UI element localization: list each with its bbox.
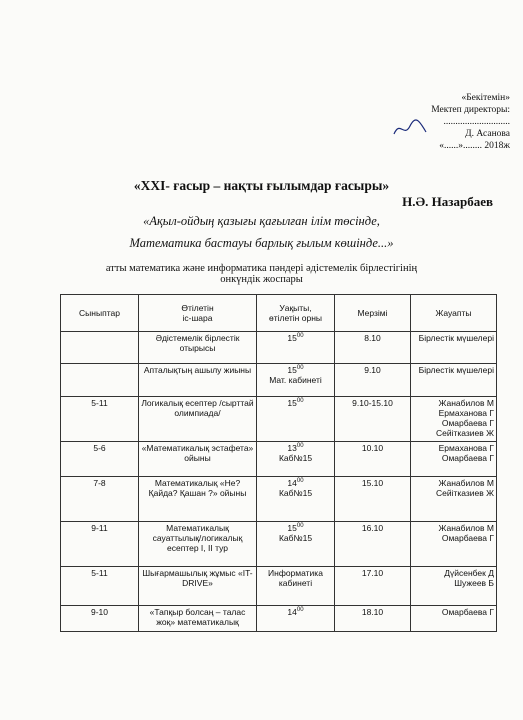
cell-time-hour: 14 <box>287 478 297 488</box>
cell-responsible <box>411 332 497 364</box>
cell-time-hour: 15 <box>287 398 297 408</box>
cell-place: Каб№15 <box>278 533 313 543</box>
cell-class: 5-6 <box>61 442 139 477</box>
cell-class <box>61 332 139 364</box>
cell-time-place <box>257 477 335 522</box>
cell-time <box>259 398 332 408</box>
cell-time <box>259 365 332 375</box>
cell-event: Шығармашылық жұмыс «IT- DRIVE» <box>139 567 257 606</box>
responsible-person: Ермаханова Г <box>438 443 494 453</box>
cell-time-place <box>257 442 335 477</box>
cell-responsible <box>411 522 497 567</box>
cell-time-place <box>257 397 335 442</box>
cell-date: 15.10 <box>335 477 411 522</box>
cell-time-minutes: 00 <box>296 365 304 372</box>
table-row <box>61 567 497 606</box>
cell-event: Математикалық «Не? Қайда? Қашан ?» ойыны <box>139 477 257 522</box>
table-header-row <box>61 295 497 332</box>
responsible-person: Жанабилов М <box>438 398 494 408</box>
quote-line-1: «Ақыл-ойдың қазығы қағылған ілім төсінде, <box>143 214 380 228</box>
cell-time-minutes: 00 <box>296 443 304 450</box>
cell-place: Каб№15 <box>278 488 313 498</box>
cell-class: 9-11 <box>61 522 139 567</box>
header-event <box>139 295 257 332</box>
header-event-line-1: Өтілетін <box>181 303 214 313</box>
responsible-person: Омарбаева Г <box>441 607 494 617</box>
responsible-person: Шужеев Б <box>454 578 494 588</box>
header-time <box>257 295 335 332</box>
cell-time-place <box>257 522 335 567</box>
cell-date: 9.10 <box>335 364 411 397</box>
subtitle-line-2: онкүндік жоспары <box>220 274 303 285</box>
cell-class: 5-11 <box>61 397 139 442</box>
cell-responsible <box>411 477 497 522</box>
table-row <box>61 332 497 364</box>
cell-time <box>259 478 332 488</box>
cell-event: Әдістемелік бірлестік отырысы <box>139 332 257 364</box>
cell-time <box>259 523 332 533</box>
responsible-person: Омарбаева Г <box>441 418 494 428</box>
cell-time-place <box>257 332 335 364</box>
cell-time <box>259 333 332 343</box>
cell-responsible <box>411 567 497 606</box>
table-row <box>61 477 497 522</box>
cell-responsible <box>411 364 497 397</box>
table-row <box>61 364 497 397</box>
cell-time-hour: 15 <box>287 365 297 375</box>
cell-date: 16.10 <box>335 522 411 567</box>
cell-responsible <box>411 397 497 442</box>
approval-date: «......»........ 2018ж <box>439 141 510 151</box>
cell-date: 10.10 <box>335 442 411 477</box>
table-row <box>61 606 497 632</box>
cell-date: 9.10-15.10 <box>335 397 411 442</box>
cell-time-place <box>257 606 335 632</box>
responsible-person: Бірлестік мүшелері <box>418 365 494 375</box>
responsible-person: Жанабилов М <box>438 523 494 533</box>
approval-heading: «Бекітемін» <box>461 93 510 103</box>
responsible-person: Омарбаева Г <box>441 453 494 463</box>
cell-time-hour: 14 <box>287 607 297 617</box>
table-body <box>61 332 497 632</box>
cell-event: Апталықтың ашылу жиыны <box>139 364 257 397</box>
cell-event: «Математикалық эстафета» ойыны <box>139 442 257 477</box>
responsible-person: Ермаханова Г <box>438 408 494 418</box>
approval-signature-line: ............................ <box>443 117 510 127</box>
cell-time-hour: 15 <box>287 333 297 343</box>
responsible-person: Омарбаева Г <box>441 533 494 543</box>
cell-event: Логикалық есептер /сырттай олимпиада/ <box>139 397 257 442</box>
quote-line-2: Математика бастауы барлық ғылым көшінде...» <box>129 236 394 250</box>
cell-time <box>259 443 332 453</box>
table-row <box>61 442 497 477</box>
header-time-line-2: өтілетін орны <box>268 313 322 323</box>
responsible-person: Жанабилов М <box>438 478 494 488</box>
approval-position: Мектеп директоры: <box>431 105 510 115</box>
cell-date: 18.10 <box>335 606 411 632</box>
cell-time-hour: 15 <box>287 523 297 533</box>
cell-class: 5-11 <box>61 567 139 606</box>
cell-event: Математикалық сауаттылық/логикалық есептер I, II тур <box>139 522 257 567</box>
cell-time-minutes: 00 <box>296 398 304 405</box>
cell-time-minutes: 00 <box>296 333 304 340</box>
cell-date: 17.10 <box>335 567 411 606</box>
responsible-person: Сейітказиев Ж <box>435 428 494 438</box>
cell-class <box>61 364 139 397</box>
plan-table <box>60 294 497 632</box>
quote-author: Н.Ә. Назарбаев <box>402 194 493 209</box>
table-row <box>61 397 497 442</box>
cell-time-place <box>257 567 335 606</box>
cell-place: Мат. кабинеті <box>269 375 322 385</box>
cell-responsible <box>411 442 497 477</box>
responsible-person: Бірлестік мүшелері <box>418 333 494 343</box>
cell-time-minutes: 00 <box>296 607 304 614</box>
header-time-line-1: Уақыты, <box>279 303 312 313</box>
cell-time <box>259 607 332 617</box>
table-row <box>61 522 497 567</box>
cell-responsible <box>411 606 497 632</box>
header-date: Мерзімі <box>335 295 411 332</box>
responsible-person: Дүйсенбек Д <box>444 568 494 578</box>
subtitle-line-1: атты математика және информатика пәндері әдістемелік бірлестігінің <box>105 263 418 274</box>
cell-place: Информатика кабинеті <box>268 568 323 588</box>
approval-name: Д. Асанова <box>465 129 510 139</box>
cell-class: 9-10 <box>61 606 139 632</box>
header-class: Сыныптар <box>61 295 139 332</box>
cell-date: 8.10 <box>335 332 411 364</box>
handwritten-signature <box>390 118 430 140</box>
cell-class: 7-8 <box>61 477 139 522</box>
cell-event: «Тапқыр болсаң – талас жоқ» математикалық <box>139 606 257 632</box>
header-responsible: Жауапты <box>411 295 497 332</box>
cell-time-place <box>257 364 335 397</box>
cell-time-minutes: 00 <box>296 478 304 485</box>
cell-time-hour: 13 <box>287 443 297 453</box>
responsible-person: Сейітказиев Ж <box>435 488 494 498</box>
cell-place: Каб№15 <box>278 453 313 463</box>
header-event-line-2: іс-шара <box>182 313 213 323</box>
cell-time-minutes: 00 <box>296 523 304 530</box>
document-title: «XXI- ғасыр – нақты ғылымдар ғасыры» <box>133 178 390 193</box>
